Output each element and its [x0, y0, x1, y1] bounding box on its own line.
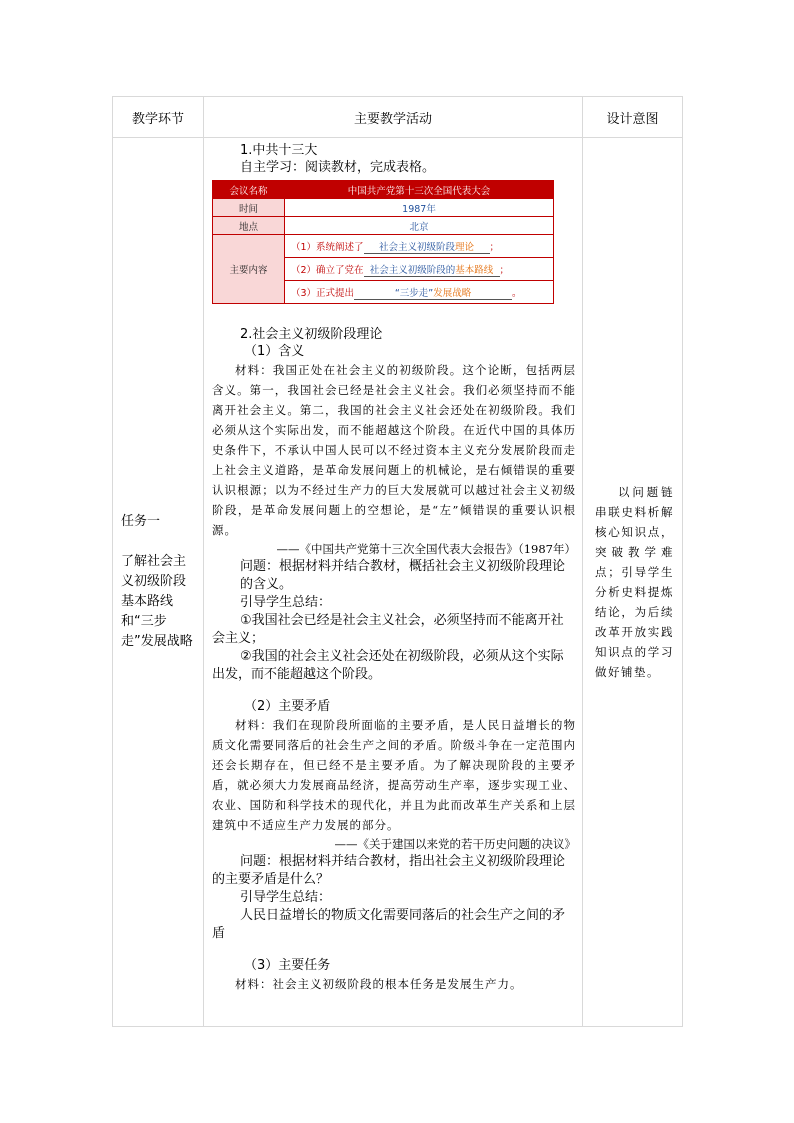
summary-point-1: ①我国社会已经是社会主义社会，必须坚持而不能离开社会主义； — [212, 613, 564, 646]
info-name-label: 会议名称 — [213, 181, 285, 199]
item1-suffix: ； — [489, 241, 500, 253]
header-row — [113, 97, 683, 138]
section2-title: 2.社会主义初级阶段理论 — [240, 327, 383, 342]
header-design-intent: 设计意图 — [583, 97, 683, 138]
material-2-text: 材料：我们在现阶段所面临的主要矛盾，是人民日益增长的物质文化需要同落后的社会生产之间的矛盾。阶级斗争在一定范围内还会长期存在，但已经不是主要矛盾。为了解决现阶段的主要矛盾，就必须大力发展商品经济，提高劳动生产率，逐步实现工业、农业、国防和科学技术的现代化，并且为此而改革生产关系和上层建筑中不适应生产力发展的部分。 — [212, 718, 576, 832]
material-3 — [212, 974, 576, 994]
item2-answer: 社会主义初级阶段的 — [369, 264, 456, 276]
item2-highlight: 基本路线 — [455, 264, 494, 276]
subsection-meaning-title: （1）含义 — [244, 344, 305, 359]
guide-1: 引导学生总结： — [240, 595, 332, 610]
item3-highlight: 发展战略 — [433, 287, 472, 299]
info-content-item1 — [285, 235, 554, 258]
activity-cell — [204, 138, 583, 1027]
section1-instruction: 自主学习：阅读教材，完成表格。 — [240, 160, 436, 175]
lesson-plan-table — [112, 96, 683, 1027]
subsection-contradiction-title: （2）主要矛盾 — [244, 699, 331, 714]
subsection-task-title: （3）主要任务 — [244, 958, 331, 973]
task-description: 了解社会主义初级阶段基本路线和“三步走”发展战略 — [121, 554, 193, 649]
guide-2: 引导学生总结： — [240, 890, 332, 905]
item2-suffix: ； — [499, 264, 510, 276]
item3-blank — [354, 285, 512, 300]
header-teaching-stage: 教学环节 — [113, 97, 204, 138]
question-2: 问题：根据材料并结合教材，指出社会主义初级阶段理论的主要矛盾是什么？ — [212, 854, 566, 887]
design-intent-text: 以问题链串联史料析解核心知识点，突破教学难点；引导学生分析史料提炼结论，为后续改革开放实践知识点的学习做好铺垫。 — [595, 485, 674, 679]
summary-point-2: ②我国的社会主义社会还处在初级阶段，必须从这个实际出发，而不能超越这个阶段。 — [212, 649, 564, 682]
summary-answer-2: 人民日益增长的物质文化需要同落后的社会生产之间的矛盾 — [212, 908, 566, 941]
section1-title: 1.中共十三大 — [240, 143, 318, 158]
info-name-value: 中国共产党第十三次全国代表大会 — [285, 181, 554, 199]
material-1 — [212, 360, 576, 540]
source-1: ——《中国共产党第十三次全国代表大会报告》（1987年） — [276, 542, 576, 556]
material-1-text: 材料：我国正处在社会主义的初级阶段。这个论断，包括两层含义。第一，我国社会已经是社会主义社会。我们必须坚持而不能离开社会主义。第二，我国的社会主义社会还处在初级阶段。我们必须从这个实际出发，而不能超越这个阶段。在近代中国的具体历史条件下，不承认中国人民可以不经过资本主义充分发展阶段而走上社会主义道路，是革命发展问题上的机械论，是右倾错误的重要认识根源；以为不经过生产力的巨大发展就可以越过社会主义初级阶段，是革命发展问题上的空想论，是“左”倾错误的重要认识根源。 — [212, 363, 576, 537]
question-1: 问题：根据材料并结合教材，概括社会主义初级阶段理论的含义。 — [240, 559, 566, 592]
item3-answer: “三步走” — [394, 287, 434, 299]
material-2 — [212, 715, 576, 835]
item1-answer: 社会主义初级阶段 — [379, 241, 456, 253]
item1-prefix: （1）系统阐述了 — [291, 241, 364, 253]
item2-prefix: （2）确立了党在 — [291, 264, 364, 276]
source-2: ——《关于建国以来党的若干历史问题的决议》 — [334, 837, 576, 851]
task-number: 任务一 — [121, 514, 161, 529]
item3-suffix: 。 — [512, 287, 522, 299]
congress-info-table — [212, 180, 554, 304]
intent-cell — [583, 138, 683, 1027]
item2-blank — [364, 262, 500, 277]
info-content-item2 — [285, 258, 554, 281]
info-place-value: 北京 — [285, 217, 554, 235]
body-row — [113, 138, 683, 1027]
item1-blank — [364, 239, 490, 254]
item1-highlight: 理论 — [455, 241, 475, 253]
material-3-text: 材料：社会主义初级阶段的根本任务是发展生产力。 — [235, 977, 523, 991]
info-time-value: 1987年 — [285, 199, 554, 217]
header-main-activities: 主要教学活动 — [204, 97, 583, 138]
info-place-label: 地点 — [213, 217, 285, 235]
info-content-label: 主要内容 — [213, 235, 285, 304]
item3-prefix: （3）正式提出 — [291, 287, 355, 299]
info-time-label: 时间 — [213, 199, 285, 217]
info-content-item3 — [285, 281, 554, 304]
task-cell — [113, 138, 204, 1027]
